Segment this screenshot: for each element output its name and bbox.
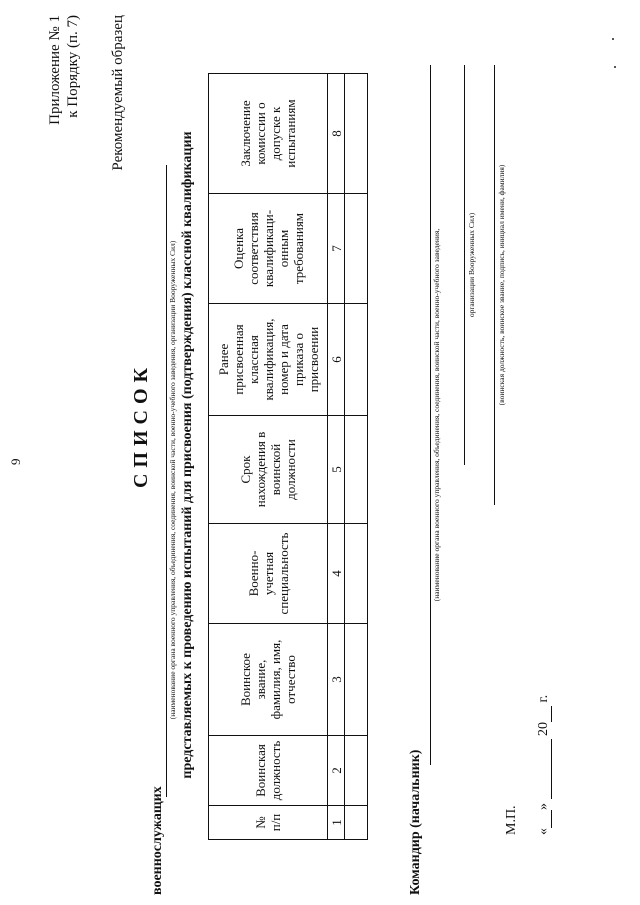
header-line: классная: [245, 335, 261, 384]
table-header-cell: [209, 194, 328, 304]
column-number-cell: 5: [328, 416, 345, 524]
table-cell[interactable]: [345, 304, 368, 416]
page-number: 9: [8, 458, 23, 465]
appendix-line1: Приложение № 1: [47, 15, 63, 125]
table-cell[interactable]: [345, 736, 368, 806]
year-suffix: г.: [536, 694, 551, 703]
column-number-cell: 8: [328, 74, 345, 194]
year-blank: [551, 706, 552, 722]
table-header-cell: [209, 416, 328, 524]
commander-label: Командир (начальник): [408, 749, 423, 895]
header-line: п/п: [268, 813, 283, 832]
header-line: Срок: [238, 455, 253, 484]
document-subtitle: представляемых к проведению испытаний для присвоения (подтверждения) классной квалификации: [180, 131, 195, 779]
column-number-cell: 6: [328, 304, 345, 416]
header-line: требованиям: [290, 212, 306, 285]
header-line: испытаниям: [283, 99, 298, 168]
commander-caption: (наименование органа военного управления, объединения, соединения, воинской части, военно-учебного заведения,: [432, 228, 441, 602]
header-line: соответствия: [245, 212, 261, 285]
column-number-row: [328, 74, 345, 840]
candidates-table: [208, 73, 368, 840]
header-line: звание,: [253, 659, 268, 700]
table-header-cell: [209, 524, 328, 624]
servicemen-fill-line: [166, 165, 167, 797]
year-prefix: 20: [536, 722, 551, 736]
table-header-cell: [209, 304, 328, 416]
column-number-cell: 3: [328, 624, 345, 736]
table-cell[interactable]: [345, 806, 368, 840]
organization-caption: организации Вооруженных Сил): [467, 212, 476, 318]
commander-fill-line: [430, 65, 431, 765]
column-number-cell: 2: [328, 736, 345, 806]
header-line: квалификация,: [260, 318, 276, 401]
signature-fill-line: [494, 65, 495, 505]
header-line: Оценка: [230, 228, 246, 269]
header-line: квалификаци-: [260, 209, 276, 288]
table-cell[interactable]: [345, 74, 368, 194]
header-line: №: [253, 816, 268, 829]
date-open-quote: «: [536, 828, 551, 835]
table-header-cell: [209, 74, 328, 194]
servicemen-label: военнослужащих: [150, 786, 165, 895]
header-line: присвоенная: [230, 324, 246, 395]
header-line: должность: [268, 740, 283, 801]
header-line: Воинская: [253, 744, 268, 797]
header-line: нахождения в: [253, 431, 268, 508]
table-header-cell: [209, 624, 328, 736]
column-number-cell: 7: [328, 194, 345, 304]
table-cell[interactable]: [345, 416, 368, 524]
month-blank: [551, 740, 552, 800]
header-line: Ранее: [215, 343, 231, 376]
date-line: [536, 695, 552, 835]
table-header-cell: [209, 736, 328, 806]
header-line: онным: [275, 229, 291, 268]
header-line: Воинское: [238, 653, 253, 706]
header-line: должности: [283, 439, 298, 500]
header-line: присвоении: [305, 326, 321, 393]
servicemen-caption: (наименование органа военного управления, объединения, соединения, воинской части, военно-учебного заведения, организации Вооруженных Сил): [168, 240, 177, 720]
header-line: приказа о: [290, 333, 306, 386]
header-line: воинской: [268, 443, 283, 496]
table-cell[interactable]: [345, 194, 368, 304]
header-line: фамилия, имя,: [268, 639, 283, 720]
table-cell[interactable]: [345, 624, 368, 736]
table-row[interactable]: [345, 74, 368, 840]
appendix-line2: к Порядку (п. 7): [65, 15, 81, 118]
column-number-cell: 1: [328, 806, 345, 840]
day-blank: [551, 810, 552, 828]
table-header-row: [209, 74, 328, 840]
organization-fill-line: [464, 65, 465, 465]
stamp-place: М.П.: [504, 805, 519, 835]
recommended-sample: Рекомендуемый образец: [110, 15, 126, 171]
header-line: допуске к: [268, 106, 283, 161]
signature-caption: (воинская должность, воинское звание, подпись, инициал имени, фамилия): [497, 164, 506, 406]
header-line: Заключение: [238, 100, 253, 167]
date-close-quote: »: [536, 803, 551, 810]
header-line: комиссии о: [253, 102, 268, 165]
table-cell[interactable]: [345, 524, 368, 624]
header-line: номер и дата: [275, 324, 291, 395]
header-line: специальность: [275, 532, 291, 615]
appendix-note: [46, 15, 82, 215]
header-line: учетная: [260, 551, 276, 596]
table-header-cell: [209, 806, 328, 840]
column-number-cell: 4: [328, 524, 345, 624]
header-line: Военно-: [245, 550, 261, 597]
document-title: СПИСОК: [130, 361, 152, 489]
header-line: отчество: [283, 655, 298, 704]
